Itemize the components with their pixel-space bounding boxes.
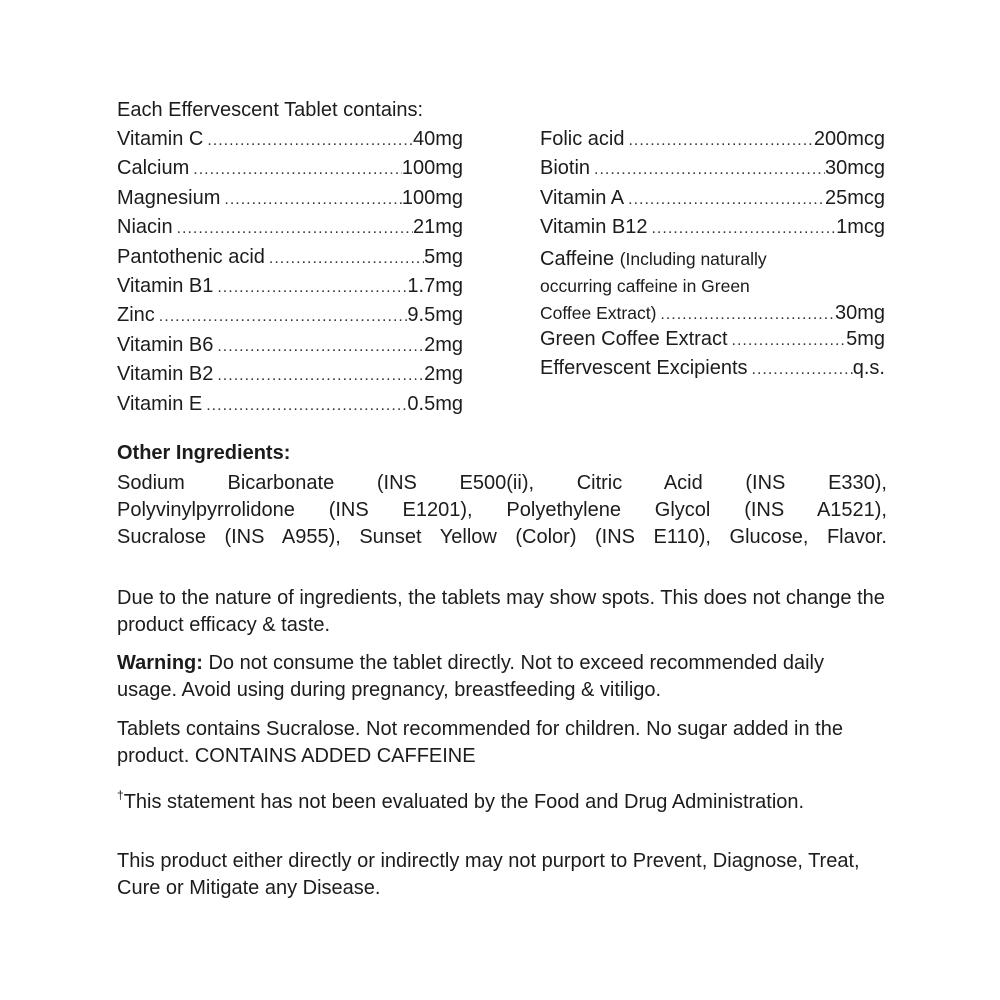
caffeine-entry: [540, 246, 885, 328]
other-ingredients-heading: Other Ingredients:: [117, 442, 291, 464]
nutrient-name: Vitamin E: [117, 392, 203, 415]
warning-text: Do not consume the tablet directly. Not to exceed recommended daily usage. Avoid using during pregnancy, breastfeeding & vitiligo.: [117, 652, 824, 701]
nutrient-amount: 40mg: [412, 128, 463, 150]
nutrient-row: [117, 393, 463, 422]
nutrient-amount: 1.7mg: [407, 274, 463, 297]
nutrient-row: [540, 157, 885, 186]
dot-leader: [220, 191, 401, 209]
nutrient-name: Folic acid: [540, 128, 625, 150]
nutrient-row: [117, 128, 463, 157]
dot-leader: [213, 338, 424, 356]
nutrient-row: [117, 216, 463, 245]
nutrient-name: Magnesium: [117, 186, 221, 209]
nutrient-name: Vitamin B6: [117, 333, 214, 356]
nutrient-name: Niacin: [117, 216, 173, 239]
dot-leader: [728, 332, 847, 350]
fda-statement-text: This statement has not been evaluated by the Food and Drug Administration.: [123, 791, 805, 813]
dot-leader: [213, 367, 424, 385]
nutrient-row: [117, 187, 463, 216]
nutrient-amount: 30mcg: [824, 157, 885, 180]
dagger-mark: †: [117, 788, 124, 802]
nutrient-row: [540, 216, 885, 245]
dot-leader: [590, 161, 825, 179]
nutrient-amount: 21mg: [412, 216, 463, 239]
nutrient-row: [117, 363, 463, 392]
nutrient-name: Vitamin A: [540, 186, 625, 209]
dot-leader: [213, 279, 407, 297]
nutrient-amount: 5mg: [846, 327, 885, 350]
other-ingredients-text: [117, 470, 887, 551]
caffeine-note-line3: Coffee Extract): [540, 302, 657, 323]
nutrient-amount: 0.5mg: [407, 392, 463, 415]
nutrient-list-right: [540, 128, 885, 386]
nutrient-row: [540, 187, 885, 216]
nutrient-name: Vitamin B12: [540, 216, 648, 239]
spots-note: Due to the nature of ingredients, the tablets may show spots. This does not change the product efficacy & taste.: [117, 587, 885, 636]
nutrient-name: Vitamin B1: [117, 274, 214, 297]
nutrient-amount: 2mg: [424, 363, 463, 386]
dot-leader: [624, 132, 813, 150]
disclaimer: This product either directly or indirectly may not purport to Prevent, Diagnose, Treat, Cure or Mitigate any Disease.: [117, 850, 860, 899]
nutrient-name: Effervescent Excipients: [540, 356, 748, 379]
nutrient-amount: 100mg: [401, 157, 463, 180]
other-ingredients-line: Sodium Bicarbonate (INS E500(ii), Citric Acid (INS E330),: [117, 472, 887, 494]
nutrient-name: Calcium: [117, 157, 190, 180]
nutrient-amount: 1mcg: [836, 216, 885, 239]
nutrient-row: [540, 300, 885, 328]
dot-leader: [624, 191, 825, 209]
nutrient-name: Pantothenic acid: [117, 245, 265, 268]
nutrient-row: [540, 128, 885, 157]
dot-leader: [748, 361, 853, 379]
other-ingredients-line: Polyvinylpyrrolidone (INS E1201), Polyethylene Glycol (INS A1521),: [117, 499, 887, 521]
nutrient-row: [117, 304, 463, 333]
dot-leader: [189, 161, 402, 179]
caffeine-note-line2: occurring caffeine in Green: [540, 275, 750, 296]
fda-statement: [117, 782, 887, 816]
dot-leader: [202, 397, 407, 415]
dot-leader: [155, 308, 408, 326]
caffeine-note-line1: (Including naturally: [619, 248, 767, 269]
nutrient-row: [117, 275, 463, 304]
warning-label: Warning:: [117, 652, 203, 674]
dot-leader: [173, 220, 413, 238]
dot-leader: [647, 220, 836, 238]
nutrient-amount: 25mcg: [824, 186, 885, 209]
nutrient-name: Zinc: [117, 304, 155, 327]
nutrient-name: Biotin: [540, 157, 591, 180]
nutrient-amount: q.s.: [852, 356, 885, 379]
tablet-contents-heading: Each Effervescent Tablet contains:: [117, 99, 424, 121]
dot-leader: [656, 301, 835, 328]
nutrient-name: Green Coffee Extract: [540, 327, 728, 350]
nutrient-name: Vitamin B2: [117, 363, 214, 386]
nutrient-list-left: [117, 128, 463, 422]
warning-paragraph: [117, 650, 887, 704]
nutrient-amount: 30mg: [834, 301, 885, 324]
nutrient-amount: 2mg: [424, 333, 463, 356]
nutrient-row: [540, 328, 885, 357]
other-ingredients-line: Sucralose (INS A955), Sunset Yellow (Color) (INS E110), Glucose, Flavor.: [117, 526, 887, 548]
dot-leader: [265, 250, 424, 268]
nutrient-amount: 5mg: [424, 245, 463, 268]
sucralose-note: Tablets contains Sucralose. Not recommended for children. No sugar added in the product. CONTAINS ADDED CAFFEINE: [117, 718, 843, 767]
dot-leader: [203, 132, 413, 150]
nutrient-row: [540, 357, 885, 386]
nutrient-amount: 9.5mg: [407, 304, 463, 327]
nutrient-name: Vitamin C: [117, 128, 204, 150]
nutrient-amount: 100mg: [401, 186, 463, 209]
nutrient-row: [117, 334, 463, 363]
nutrient-amount: 200mcg: [813, 128, 885, 150]
nutrient-row: [117, 157, 463, 186]
nutrient-name: Caffeine: [540, 247, 615, 270]
nutrient-row: [117, 246, 463, 275]
